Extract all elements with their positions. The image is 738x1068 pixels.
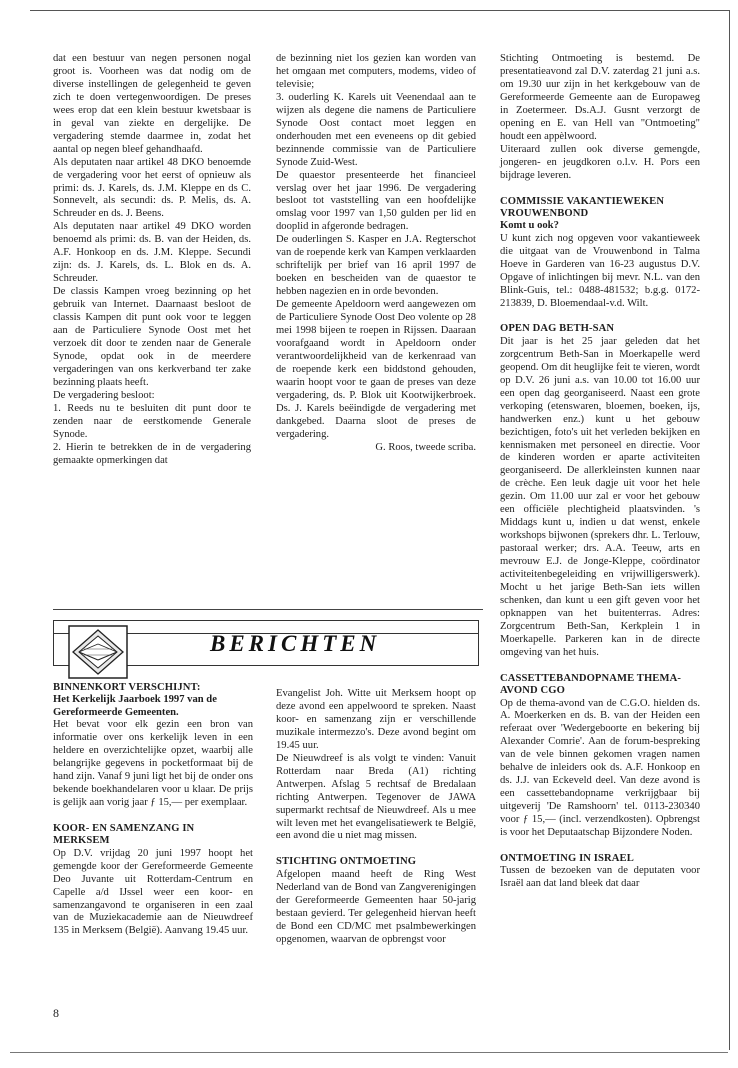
paragraph: Uiteraard zullen ook diverse gemengde, jongeren- en jeugdkoren o.l.v. H. Pors een bijdrage leveren. [500, 143, 700, 181]
paragraph-spacer [53, 810, 253, 823]
paragraph-spacer [500, 660, 700, 673]
paragraph: De Nieuwdreef is als volgt te vinden: Vanuit Rotterdam naar Breda (A1) richting Antwerpen. Afslag 5 rechtsaf de Bredalaan richting Antwerpen. Tegenover de JAWA supermarkt rechtsaf de Nieuwdreef. Als u mee wilt leven met het evangelisatiewerk te België, een avond die u niet mag missen. [276, 752, 476, 842]
section-title: BERICHTEN [210, 631, 381, 656]
column-bottom-middle [276, 688, 476, 947]
paragraph: Op de thema-avond van de C.G.O. hielden ds. A. Moerkerken en ds. B. van der Heiden een referaat over 'Wedergeboorte en bekering bij Alexander Comrie'. Aan de forum-bespreking van de vele binnen gekomen vragen namen behalve de inleiders ook ds. A.F. Honkoop en ds. J.J. van Eckeveld deel. Van deze avond is een cassettebandopname verkrijgbaar bij uitgeverij 'De Ramshoorn' tel. 0113-230340 voor ƒ 15,— (incl. verzendkosten). Opbrengst is voor het Deputaatschap Bijzondere Noden. [500, 697, 700, 839]
paragraph: U kunt zich nog opgeven voor vakantieweek die uitgaat van de Vrouwenbond in Talma Hoeve in Garderen van 16-23 augustus D.V. Opgave of inlichtingen bij mevr. N.L. van den Blink-Guis, tel.: 0488-481532; b.g.g. 0172-213839, D. Bloemendaal-v.d. Wilt. [500, 232, 700, 309]
page-frame-top [30, 10, 730, 11]
paragraph: 2. Hierin te betrekken de in de vergadering gemaakte opmerkingen dat [53, 441, 251, 466]
article-heading: ONTMOETING IN ISRAEL [500, 853, 634, 864]
article-heading: STICHTING ONTMOETING [276, 856, 417, 868]
section-divider [53, 609, 483, 610]
paragraph: Stichting Ontmoeting is bestemd. De presentatieavond zal D.V. zaterdag 21 juni a.s. om 19.30 uur zijn in het kerkgebouw van de Gereformeerde Gemeente aan de Europaweg in Zoetermeer. Ds.A.J. Gusnt verzorgt de opening en E. van Hell van "Ontmoeting" houdt een appèlwoord. [500, 53, 700, 142]
paragraph: De vergadering besloot: [53, 389, 155, 401]
paragraph: Als deputaten naar artikel 49 DKO worden benoemd als primi: ds. B. van der Heiden, ds. A.F. Honkoop en ds. J.M. Kleppe. Secundi zijn: ds. J. Karels, ds. L. Blok en ds. A. Schreuder. [53, 221, 251, 285]
paragraph: Als deputaten naar artikel 48 DKO benoemde de vergadering voor het eerst of opnieuw als primi: ds. J. Karels, ds. J.M. Kleppe en ds C. Sonnevelt, als secundi: ds. P. Melis, ds. A. Schreuder en ds. J. Beens. [53, 156, 251, 220]
article-subheading: Het Kerkelijk Jaarboek 1997 van de Gereformeerde Gemeenten. [53, 694, 217, 718]
paragraph: Op D.V. vrijdag 20 juni 1997 hoopt het gemengde koor der Gereformeerde Gemeente Deo Juvante uit Rotterdam-Centrum en Capelle a/d IJssel weer een koor- en samenzangavond te organiseren in een zaal van de Muziekacademie aan de Nieuwdreef 135 in Merksem (België). Aanvang 19.45 uur. [53, 847, 253, 937]
page-number: 8 [53, 1006, 59, 1020]
paragraph-spacer [500, 183, 700, 196]
paragraph: 3. ouderling K. Karels uit Veenendaal aan te wijzen als degene die namens de Particuliere Synode Oost contact moet leggen en onderhouden met een eveneens op dit gebied bezinnende commissie van de Particuliere Synode Zuid-West. [276, 91, 476, 168]
signature: G. Roos, tweede scriba. [375, 441, 476, 453]
paragraph-spacer [500, 310, 700, 323]
paragraph: Het bevat voor elk gezin een bron van informatie over ons kerkelijk leven in een heldere en overzichtelijke opzet, waarbij alle belangrijke gegevens in pocketformaat bij de hand zijn. Vanaf 9 juni ligt het bij de onder ons bekende boekhandelaren voor u klaar. De prijs is gelijk aan vorig jaar ƒ 15,— per exemplaar. [53, 719, 253, 808]
paragraph: dat een bestuur van negen personen nogal groot is. Voorheen was dat nodig om de diverse instellingen de gelegenheid te geven zich te doen vertegenwoordigen. De preses wees erop dat een klein bestuur kwetsbaar is in geval van ziekte en dergelijke. De vergadering stemde daarmee in, zodat het aantal op negen bleef gehandhaafd. [53, 53, 251, 155]
column-right [500, 53, 700, 891]
paragraph: Afgelopen maand heeft de Ring West Nederland van de Bond van Zangverenigingen der Gereformeerde Gemeenten haar 50-jarig bestaan gevierd. Ter gelegenheid hiervan heeft de Bond een CD/MC met psalmbewerkingen opgenomen, waarvan de opbrengst voor [276, 868, 476, 945]
envelope-logo-icon [68, 625, 128, 679]
paragraph-spacer [276, 843, 476, 856]
column-top-left [53, 53, 251, 468]
paragraph: Dit jaar is het 25 jaar geleden dat het zorgcentrum Beth-San in Moerkapelle werd geopend. Om dit heuglijke feit te vieren, wordt op D.V. 26 juni a.s. van 10.00 tot 16.00 uur een open dag georganiseerd. Naast een grote verkoping (etenswaren, bloemen, boeken, ijs, handwerken enz.) kunt u het gebouw bezichtigen, foto's uit het verleden bekijken en kennismaken met personeel en directie. Voor de kinderen worden er aparte activiteiten georganiseerd. De allerkleinsten kunnen naar de crèche. Een leuk dagje uit voor het hele gezin. Om 11.00 uur zal er voor het gebouw een officiële plechtigheid plaatsvinden. 's Middags kunt u, indien u dat wenst, enkele workshops bijwonen (sprekers dhr. L. Terlouw, pastoraal werker; drs. A.A. Teeuw, arts en mevrouw E.J. de Jonge-Kleppe, coördinator activiteitenbegeleiding en vrijwilligerswerk). Mocht u het jarige Beth-San iets willen schenken, dan kunt u een gift geven voor het opknappen van het buitenterras. Adres: Zorgcentrum Beth-San, Kerkplein 1 in Moerkapelle. Parkeren kan in de directe omgeving van het huis. [500, 335, 700, 658]
paragraph: De ouderlingen S. Kasper en J.A. Regterschot van de roepende kerk van Kampen verklaarden schriftelijk per brief van 16 april 1997 de boeken en bescheiden van de quaestor te hebben nagezien en in orde bevonden. [276, 234, 477, 298]
column-bottom-left [53, 682, 253, 938]
paragraph: De gemeente Apeldoorn werd aangewezen om de Particuliere Synode Oost Deo volente op 28 mei 1998 bijeen te roepen in Rijssen. Daaraan voorafgaand wordt in Apeldoorn onder verantwoordelijkheid van de kerkenraad van de roepende kerk een biddstond gehouden, waarin hoopt voor te gaan de preses van deze vergadering, ds. P. Blok uit Kootwijkerbroek. Ds. J. Karels beëindigde de vergadering met dankgebed. Daarna sloot de preses de vergadering. [276, 299, 476, 440]
article-subheading: Komt u ook? [500, 220, 559, 232]
article-heading: COMMISSIE VAKANTIEWEKEN VROUWENBOND [500, 195, 665, 219]
paragraph: de bezinning niet los gezien kan worden van het omgaan met computers, modems, video of televisie; [276, 53, 476, 90]
article-heading: CASSETTEBANDOPNAME THEMA-AVOND CGO [500, 672, 681, 697]
page-frame-right [729, 10, 730, 1050]
article-heading: OPEN DAG BETH-SAN [500, 323, 615, 335]
article-heading: KOOR- EN SAMENZANG IN MERKSEM [53, 822, 195, 847]
paragraph: Tussen de bezoeken van de deputaten voor Israël aan dat land bleek dat daar [500, 865, 700, 890]
paragraph: Evangelist Joh. Witte uit Merksem hoopt op deze avond een appelwoord te spreken. Naast koor- en samenzang zijn er verschillende muzikale intermezzo's. Deze avond begint om 19.45 uur. [276, 688, 476, 751]
paragraph: De quaestor presenteerde het financieel verslag over het jaar 1996. De vergadering besloot tot vaststelling van een hoofdelijke omslag voor 1997 van 1,50 gulden per lid en dooplid in afgeronde bedragen. [276, 169, 476, 233]
paragraph-spacer [500, 840, 700, 853]
article-heading: BINNENKORT VERSCHIJNT: [53, 682, 201, 693]
paragraph: De classis Kampen vroeg bezinning op het gebruik van Internet. Daarnaast besloot de classis Kampen dit punt ook voor te leggen aan de Particuliere Synode Oost met het verzoek dit door te zenden naar de Generale Synode, opdat ook in de meerdere vergaderingen van ons kerkverband ter zake bezinning plaats heeft. [53, 286, 251, 388]
page-frame-bottom [10, 1052, 728, 1053]
paragraph: 1. Reeds nu te besluiten dit punt door te zenden naar de eerstkomende Generale Synode. [53, 402, 251, 440]
column-top-middle [276, 53, 476, 455]
